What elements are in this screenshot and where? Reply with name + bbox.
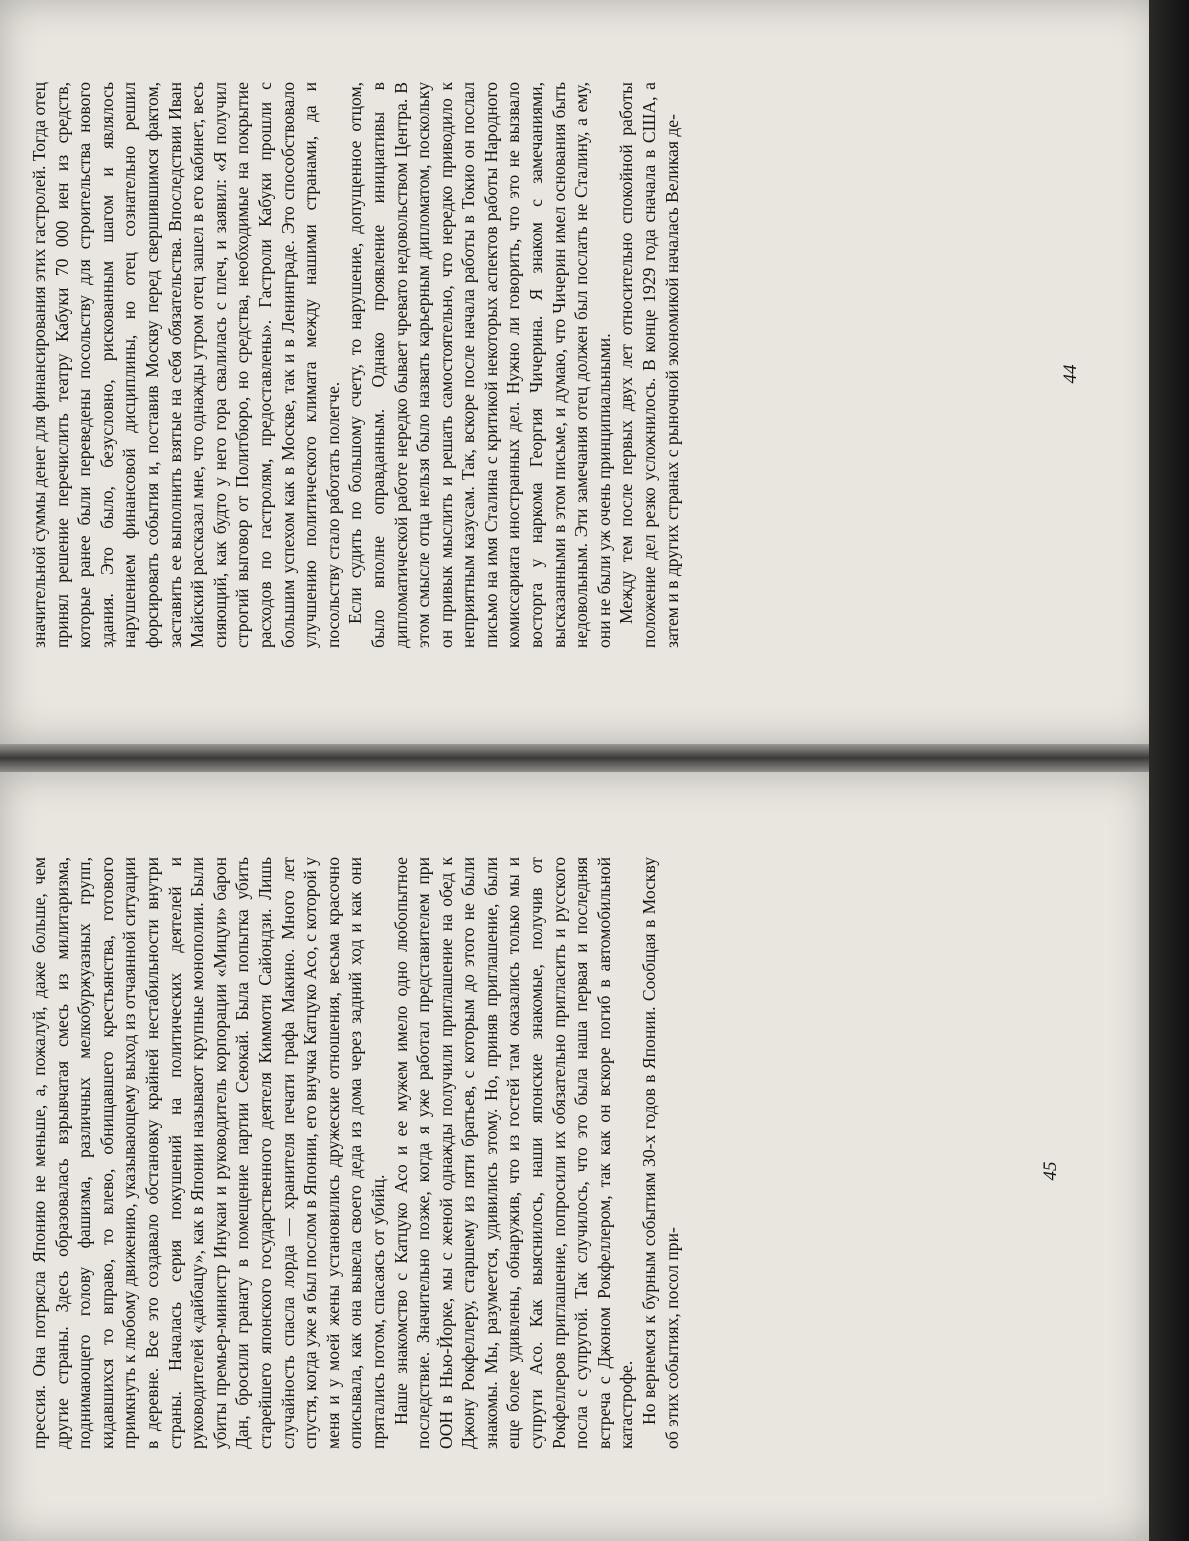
paragraph: Но вернемся к бурным событиям 30-х годов в Японии. Сообщая в Москву об этих событиях, посол при- [639, 857, 682, 1449]
paragraph: значительной суммы денег для финансирования этих гастролей. Тогда отец принял решение перечислить театру Кабуки 70 000 иен из средств, которые ранее были переведены посольству для строительства нового здания. Это было, безусловно, рискованным шагом и являлось нарушением финансовой дисциплины, но отец сознательно решил форсировать события и, поставив Москву перед свершившимся фактом, заставить ее выполнить взятые на себя обязательства. Впоследствии Иван Майский рассказал мне, что однажды утром отец зашел в его кабинет, весь сияющий, как будто у него гора свалилась с плеч, и заявил: «Я получил строгий выговор от Политбюро, но средства, необходимые на покрытие расходов по гастролям, предоставлены». Гастроли Кабуки прошли с большим успехом как в Москве, так и в Ленинграде. Это способствовало улучшению политического климата между нашими странами, да и посольству стало работать полегче. [29, 82, 343, 648]
paragraph: прессия. Она потрясла Японию не меньше, а, пожалуй, даже больше, чем другие страны. Здесь образовалась взрывчатая смесь из милитаризма, поднимающего голову фашизма, различных мелкобуржуазных групп, кидавшихся то вправо, то влево, обнищавшего крестьянства, готового примкнуть к любому движению, указывающему выход из отчаянной ситуации в деревне. Все это создавало обстановку крайней нестабильности внутри страны. Началась серия покушений на политических деятелей и руководителей «дайбацу», как в Японии называют крупные монополии. Были убиты премьер-министр Инукаи и руководитель корпорации «Мицуи» барон Дан, бросили гранату в помещение партии Сеюкай. Была попытка убить старейшего японского государственного деятеля Киммоти Сайондзи. Лишь случайность спасла лорда — хранителя печати графа Макино. Много лет спустя, когда уже я был послом в Японии, его внучка Катцуко Асо, с которой у меня и у моей жены установились дружеские отношения, весьма красочно описывала, как она вывела своего деда из дома через задний ход и как они прятались потом, спасаясь от убийц. [29, 857, 388, 1449]
page-number: 45 [1040, 1161, 1061, 1181]
text-column [28, 857, 683, 1449]
paragraph: Между тем после первых двух лет относительно спокойной работы положение дел резко усложнилось. В конце 1929 года сначала в США, а затем и в других странах с рыночной экономикой началась Великая де- [616, 82, 682, 648]
paragraph: Если судить по большому счету, то нарушение, допущенное отцом, было вполне оправданным. Однако проявление инициативы в дипломатической работе нередко бывает чревато недовольством Центра. В этом смысле отца нельзя было назвать карьерным дипломатом, поскольку он привык мыслить и решать самостоятельно, что нередко приводило к неприятным казусам. Так, вскоре после начала работы в Токио он послал письмо на имя Сталина с критикой некоторых аспектов работы Народного комиссариата иностранных дел. Нужно ли говорить, что это не вызвало восторга у наркома Георгия Чичерина. Я знаком с замечаниями, высказанными в этом письме, и думаю, что Чичерин имел основания быть недовольным. Эти замечания отец должен был послать не Сталину, а ему, они не были уж очень принципиальными. [345, 82, 614, 648]
book-page-right [0, 772, 1150, 1541]
book-edge [1149, 0, 1189, 1541]
page-number: 44 [1060, 364, 1081, 384]
book-spine [0, 744, 1189, 772]
text-column [28, 82, 683, 648]
paragraph: Наше знакомство с Катцуко Асо и ее мужем имело одно любопытное последствие. Значительно позже, когда я уже работал представителем при ООН в Нью-Йорке, мы с женой однажды получили приглашение на обед к Джону Рокфеллеру, старшему из пяти братьев, с которым до этого не были знакомы. Мы, разумеется, удивились этому. Но, приняв приглашение, были еще более удивлены, обнаружив, что из гостей там оказались только мы и супруги Асо. Как выяснилось, наши японские знакомые, получив от Рокфеллеров приглашение, попросили их обязательно пригласить и русского посла с супругой. Так случилось, что это была наша первая и последняя встреча с Джоном Рокфеллером, так как он вскоре погиб в автомобильной катастрофе. [390, 857, 637, 1449]
book-page-left [0, 0, 1160, 744]
